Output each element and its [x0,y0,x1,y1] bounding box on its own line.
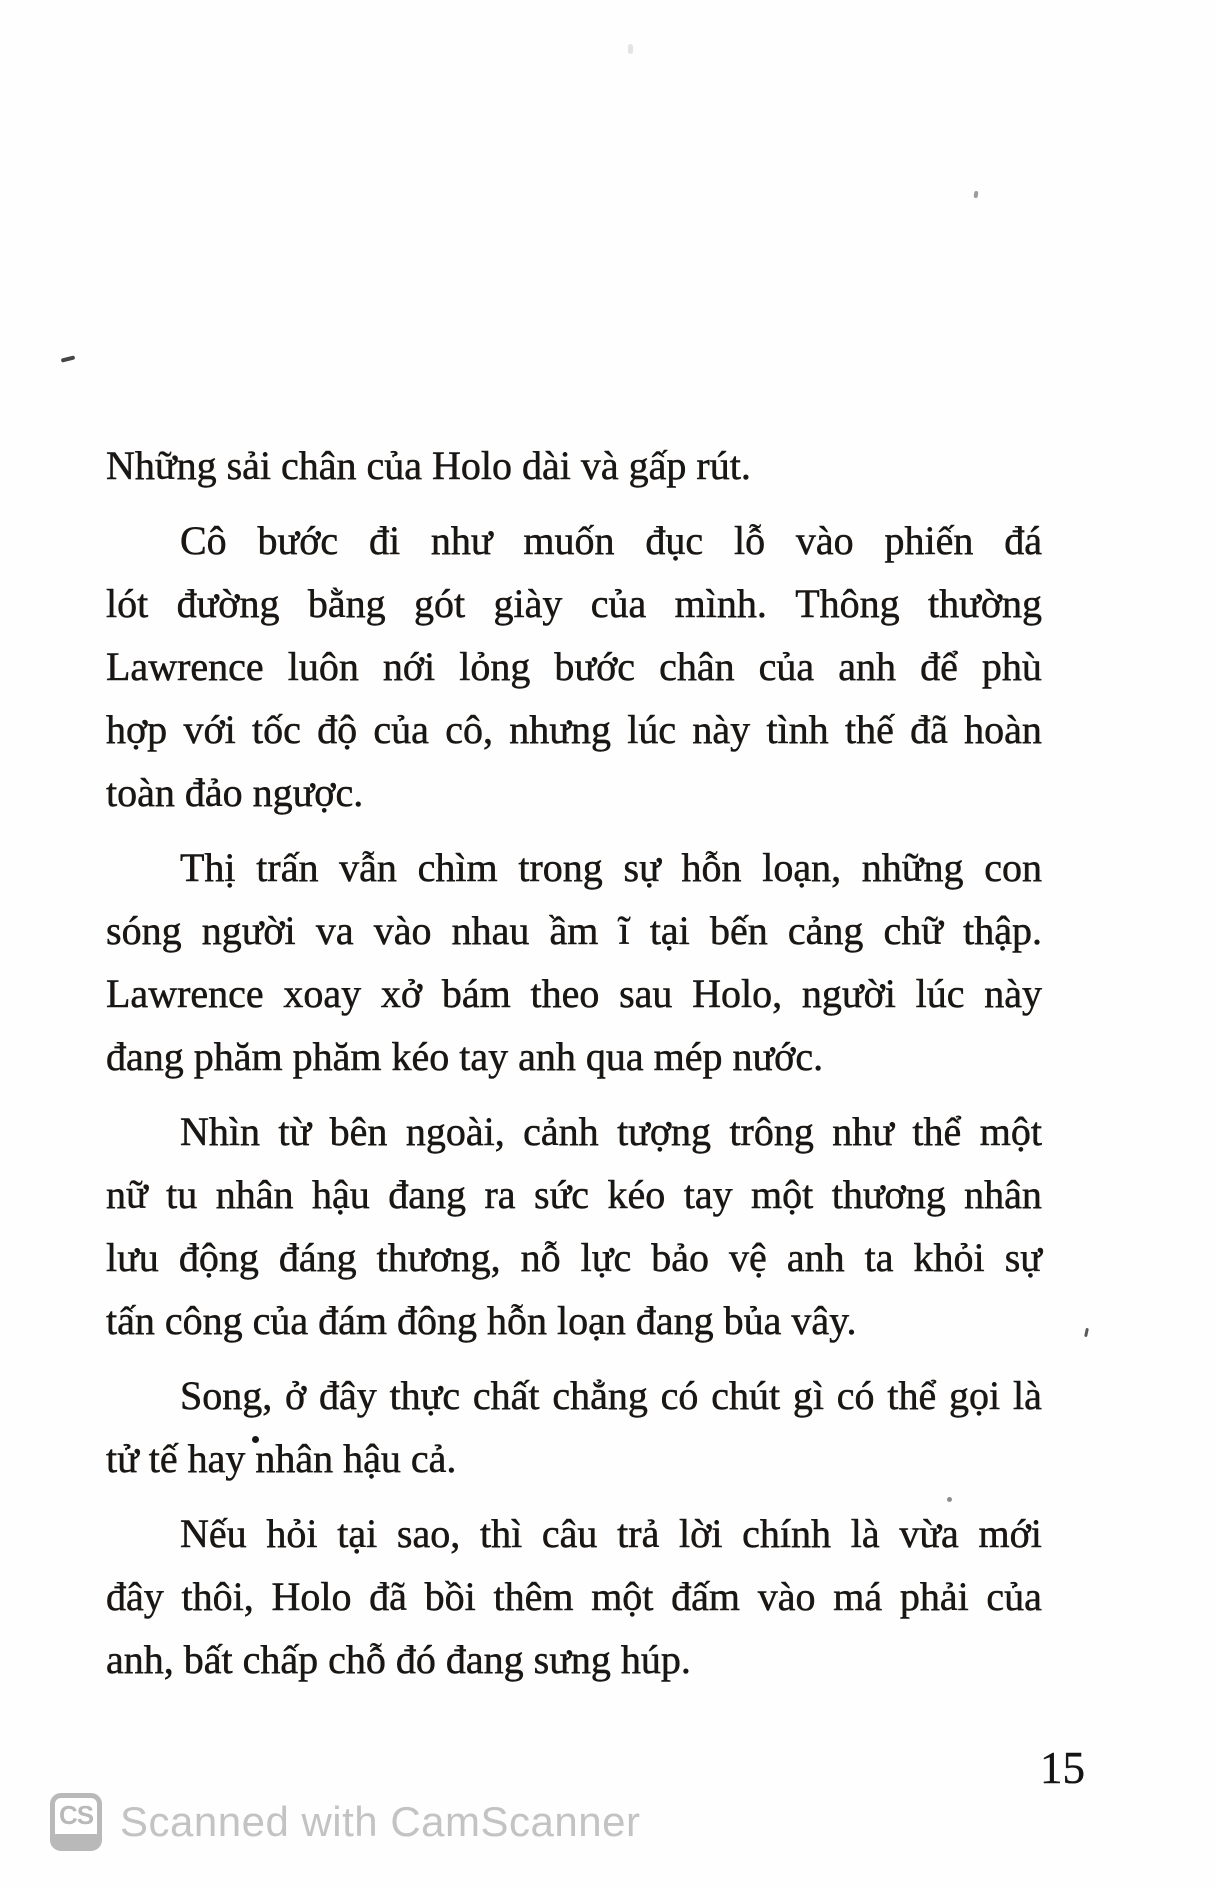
paragraph [106,1502,1042,1691]
camscanner-icon-label: CS [58,1800,94,1830]
camscanner-icon-strip [54,1834,98,1847]
paragraph [106,509,1042,824]
text-line: Cô bước đi như muốn đục lỗ vào phiến đá [180,518,1042,563]
scan-artifact-speck [1084,1328,1089,1337]
page-text [106,434,1042,1691]
text-line: Song, ở đây thực chất chẳng có chút gì có thể gọi là [180,1373,1042,1418]
text-line: anh, bất chấp chỗ đó đang sưng húp. [106,1637,691,1682]
paragraph [106,1100,1042,1352]
text-line: Lawrence xoay xở bám theo sau Holo, người lúc này [106,971,1042,1016]
text-line: tấn công của đám đông hỗn loạn đang bủa vây. [106,1298,857,1343]
text-line: toàn đảo ngược. [106,770,364,815]
page-number: 15 [1040,1743,1085,1793]
scan-artifact-dash [61,355,76,362]
text-line: Những sải chân của Holo dài và gấp rút. [106,443,751,488]
text-line: hợp với tốc độ của cô, nhưng lúc này tình thế đã hoàn [106,707,1042,752]
camscanner-icon [50,1793,102,1851]
paragraph [106,434,1042,497]
text-line: nữ tu nhân hậu đang ra sức kéo tay một thương nhân [106,1172,1042,1217]
scan-artifact-speck [974,191,979,198]
paragraph [106,1364,1042,1490]
text-line: sóng người va vào nhau ầm ĩ tại bến cảng chữ thập. [106,908,1042,953]
camscanner-watermark [50,1792,640,1852]
text-line: tử tế hay nhân hậu cả. [106,1436,457,1481]
text-line: Nếu hỏi tại sao, thì câu trả lời chính là vừa mới [180,1511,1042,1556]
text-line: lót đường bằng gót giày của mình. Thông thường [106,581,1042,626]
text-line: đây thôi, Holo đã bồi thêm một đấm vào má phải của [106,1574,1042,1619]
watermark-text: Scanned with CamScanner [120,1798,641,1845]
paragraph [106,836,1042,1088]
text-line: Nhìn từ bên ngoài, cảnh tượng trông như thể một [180,1109,1042,1154]
text-line: Thị trấn vẫn chìm trong sự hỗn loạn, những con [180,845,1042,890]
text-line: đang phăm phăm kéo tay anh qua mép nước. [106,1034,824,1079]
text-line: Lawrence luôn nới lỏng bước chân của anh để phù [106,644,1042,689]
text-line: lưu động đáng thương, nỗ lực bảo vệ anh ta khỏi sự [106,1235,1042,1280]
scan-artifact-speck [628,44,633,54]
